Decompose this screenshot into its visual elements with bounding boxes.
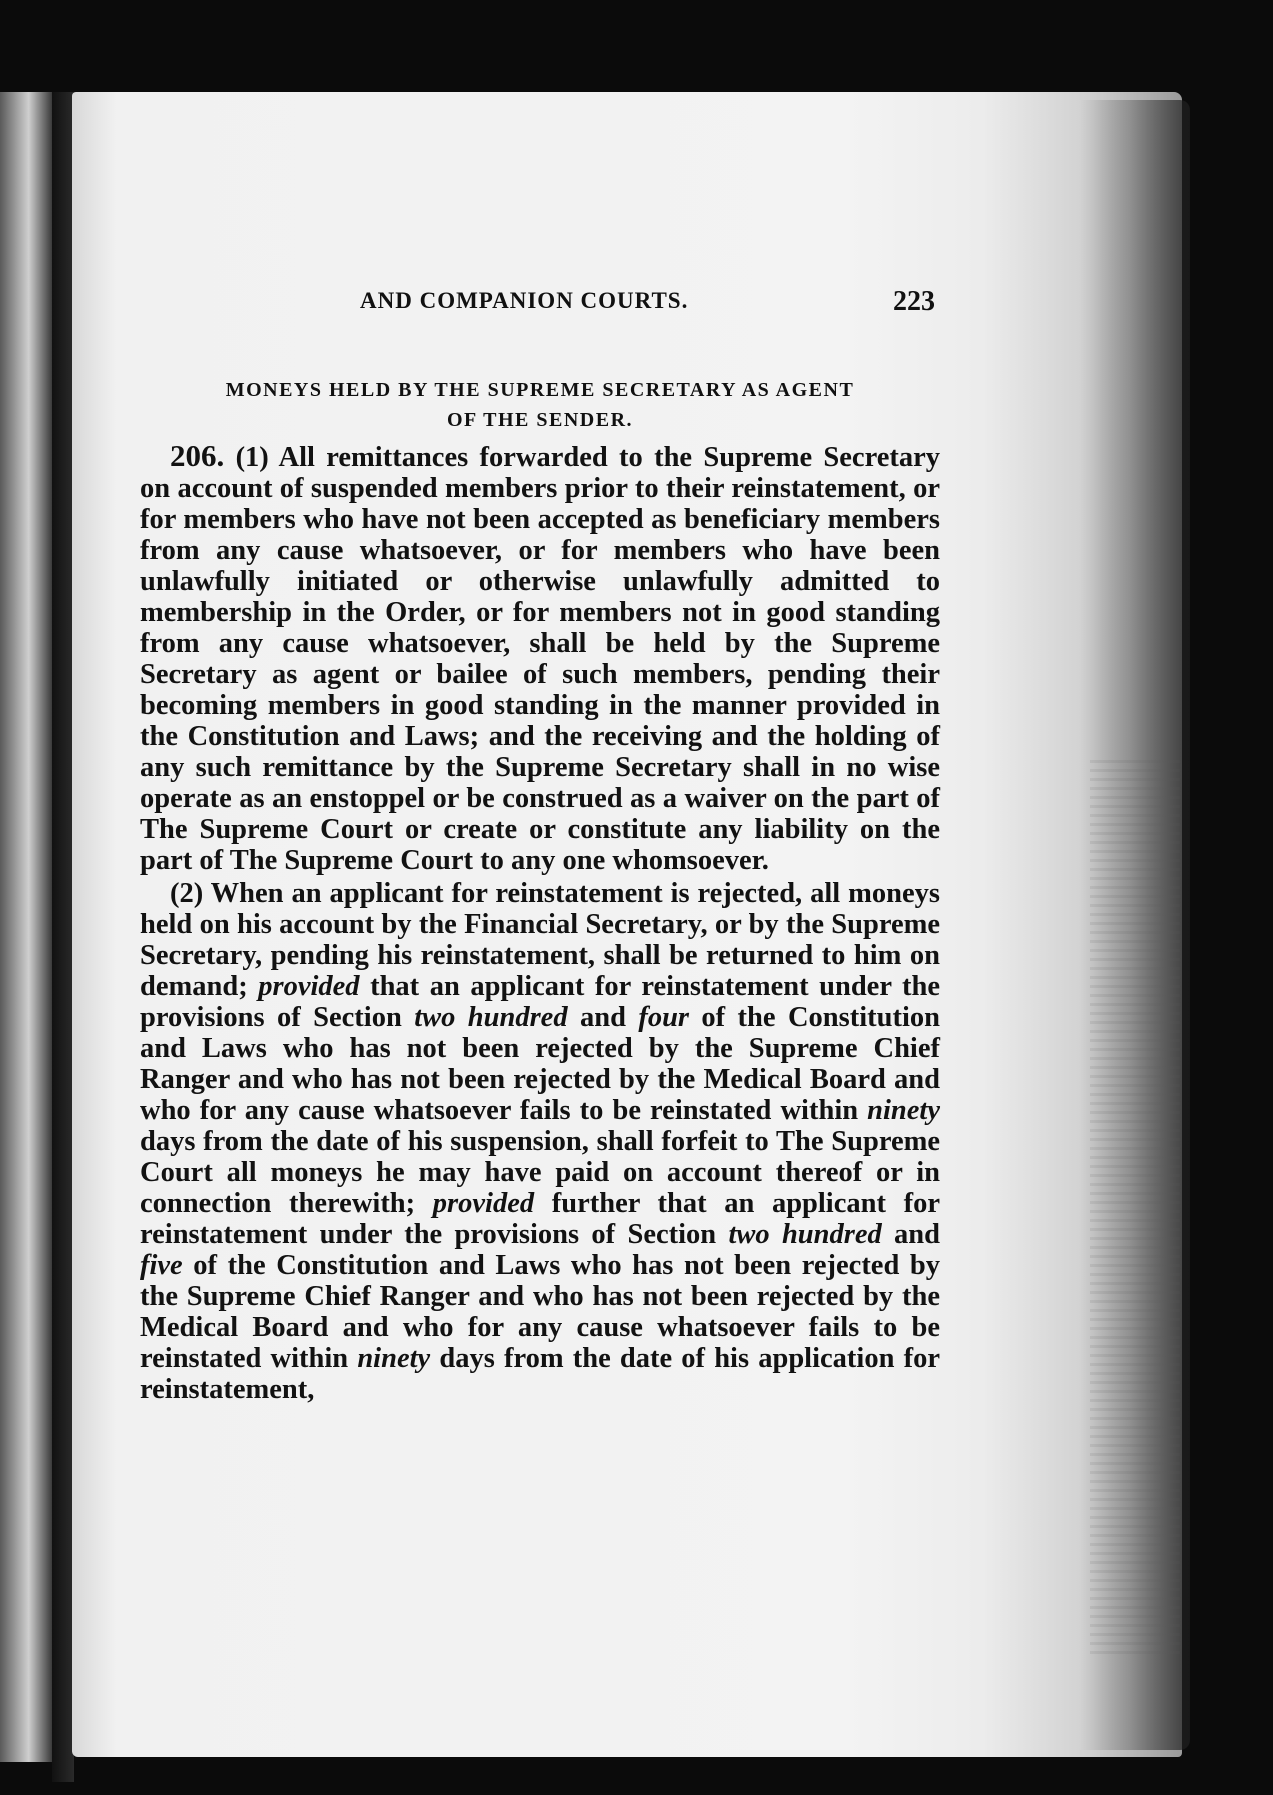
- paragraph-1-text: (1) All remittances forwarded to the Supreme Secretary on account of suspended members prior to their reinstatement, or for members who have not been accepted as beneficiary members from any cause whatsoever, or for members who have been unlawfully initiated or otherwise unlawfully admitted to membership in the Order, or for members not in good standing from any cause whatsoever, shall be held by the Supreme Secretary as agent or bailee of such members, pending their becoming members in good standing in the manner provided in the Constitution and Laws; and the receiving and the holding of any such remittance by the Supreme Secretary shall in no wise operate as an enstoppel or be construed as a waiver on the part of The Supreme Court or create or constitute any liability on the part of The Supreme Court to any one whomsoever.: [140, 442, 940, 876]
- italic-two-hundred: two hundred: [728, 1219, 882, 1250]
- page-number: 223: [893, 286, 935, 317]
- paragraph-2: [140, 878, 940, 1405]
- book-gutter: [52, 92, 74, 1782]
- section-title-line-2: OF THE SENDER.: [446, 409, 634, 431]
- paragraph-2-text-h: of the Constitution and Laws who has not been rejected by the Supreme Chief Ranger and who has not been rejected by the Medical Board and who for any cause whatsoever fails to be reinstated within: [140, 1250, 940, 1374]
- paragraph-2-text-e: days from the date of his suspension, shall forfeit to The Supreme Court all moneys he may have paid on account thereof or in connection therewith;: [140, 1126, 940, 1219]
- running-head: AND COMPANION COURTS.: [360, 288, 689, 313]
- paragraph-2-text-f: further that an applicant for reinstatement under the provisions of Section: [140, 1188, 940, 1250]
- paragraph-2-text-i: days from the date of his application for reinstatement,: [140, 1343, 940, 1405]
- italic-two-hundred: two hundred: [414, 1002, 568, 1033]
- section-body: [140, 440, 940, 1405]
- adjacent-page-edge: [0, 92, 52, 1762]
- section-title-line-1: MONEYS HELD BY THE SUPREME SECRETARY AS AGENT: [225, 379, 855, 401]
- section-number: 206.: [170, 438, 225, 473]
- page-edge-stains: [1090, 760, 1180, 1660]
- page-header: [140, 288, 940, 328]
- italic-ninety: ninety: [357, 1343, 431, 1374]
- italic-four: four: [638, 1002, 690, 1033]
- paragraph-2-text-c: and: [567, 1002, 639, 1033]
- paragraph-2-text-g: and: [881, 1219, 940, 1250]
- paragraph-2-text-a: (2) When an applicant for reinstatement is rejected, all moneys held on his account by the Financial Secretary, or by the Supreme Secretary, pending his reinstatement, shall be returned to him on demand;: [140, 878, 940, 1002]
- section-title: [140, 375, 940, 435]
- italic-ninety: ninety: [867, 1095, 940, 1126]
- paragraph-2-text-d: of the Constitution and Laws who has not been rejected by the Supreme Chief Ranger and who has not been rejected by the Medical Board and who for any cause whatsoever fails to be reinstated within: [140, 1002, 940, 1126]
- italic-five: five: [140, 1250, 183, 1281]
- paragraph-1: [140, 440, 940, 876]
- paragraph-2-text-b: that an applicant for reinstatement under the provisions of Section: [140, 971, 941, 1033]
- italic-provided: provided: [258, 971, 360, 1002]
- italic-provided: provided: [432, 1188, 535, 1219]
